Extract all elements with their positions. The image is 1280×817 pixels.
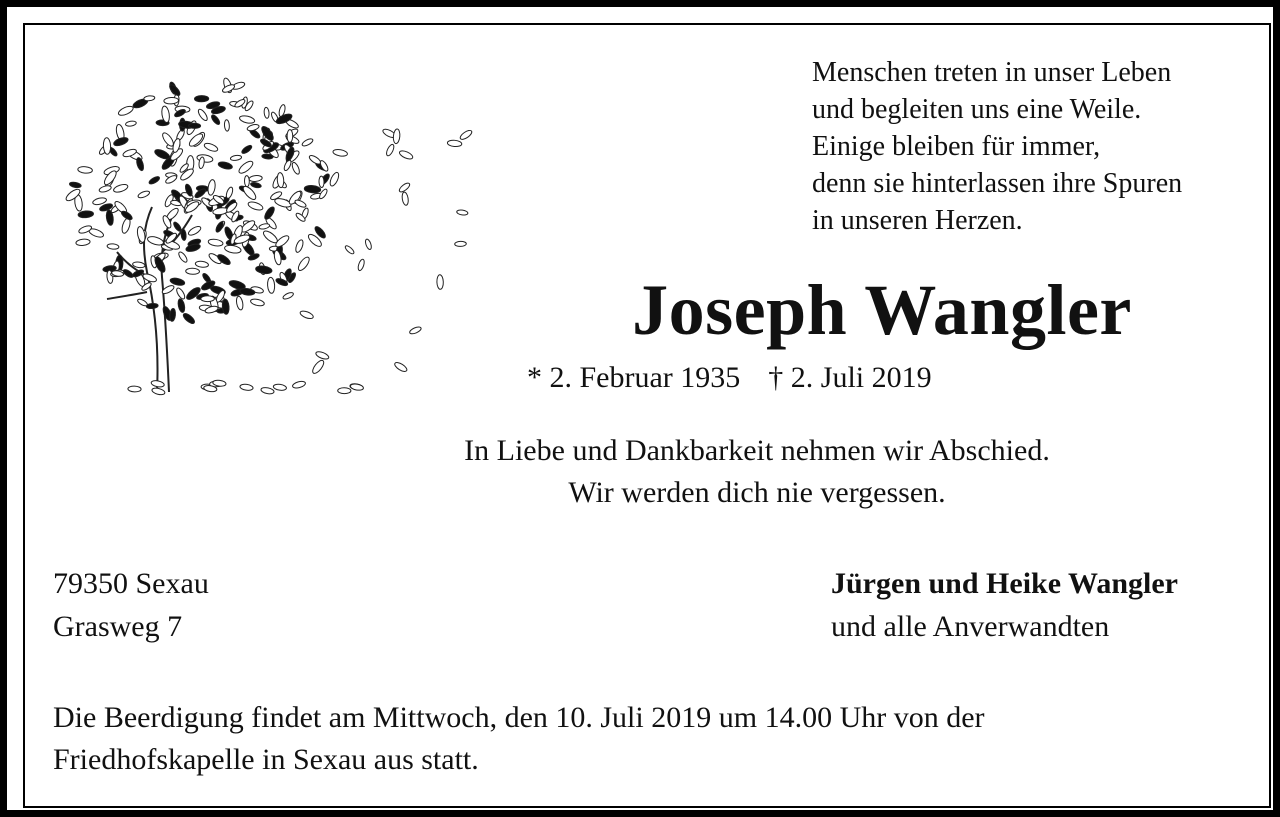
funeral-line: Die Beerdigung findet am Mittwoch, den 10. Juli 2019 um 14.00 Uhr von der xyxy=(53,701,985,734)
farewell-text xyxy=(377,430,1137,514)
quote-line: und begleiten uns eine Weile. xyxy=(812,94,1142,125)
memorial-quote xyxy=(812,54,1182,239)
funeral-line: Friedhofskapelle in Sexau aus statt. xyxy=(53,743,479,776)
address-city: 79350 Sexau xyxy=(53,567,209,600)
farewell-line: Wir werden dich nie vergessen. xyxy=(568,476,946,509)
deceased-name: Joseph Wangler xyxy=(632,270,1132,350)
address-street: Grasweg 7 xyxy=(53,610,183,643)
birth-date: * 2. Februar 1935 xyxy=(527,361,741,394)
quote-line: Einige bleiben für immer, xyxy=(812,131,1101,162)
quote-line: denn sie hinterlassen ihre Spuren xyxy=(812,168,1183,199)
funeral-notice xyxy=(53,697,1233,781)
windblown-tree-icon xyxy=(47,47,477,407)
death-date: † 2. Juli 2019 xyxy=(768,361,932,394)
deceased-name-row xyxy=(0,269,1280,352)
mourner-names: Jürgen und Heike Wangler xyxy=(831,567,1178,600)
farewell-line: In Liebe und Dankbarkeit nehmen wir Abschied. xyxy=(464,434,1050,467)
mourners-block xyxy=(831,562,1178,648)
quote-line: Menschen treten in unser Leben xyxy=(812,57,1172,88)
address-block xyxy=(53,562,209,648)
mourner-relatives: und alle Anverwandten xyxy=(831,610,1110,643)
quote-line: in unseren Herzen. xyxy=(812,205,1023,236)
life-dates xyxy=(527,361,932,395)
